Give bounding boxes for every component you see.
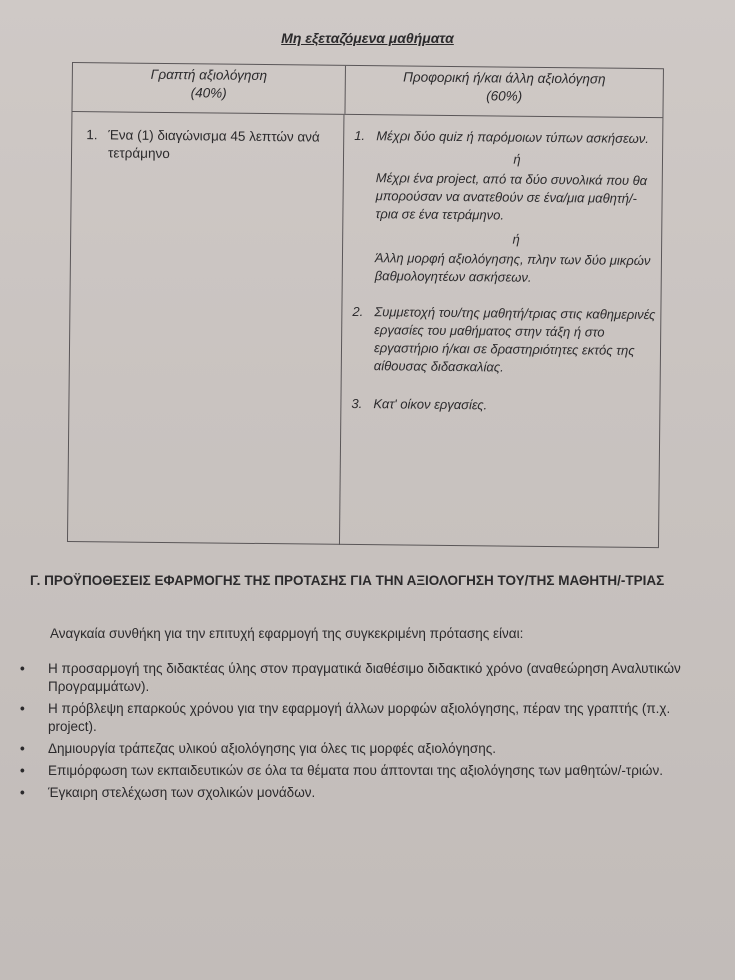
item-text: Μέχρι ένα project, από τα δύο συνολικά που θα μπορούσαν να ανατεθούν σε ένα/μια μαθητή/-τρια σε ένα τετράμηνο. [375,170,648,223]
list-item [353,225,658,290]
bullet-text: Η πρόβλεψη επαρκούς χρόνου για την εφαρμογή άλλων μορφών αξιολόγησης, πέραν της γραπτής (π.χ. project). [48,701,671,734]
requirements-list [20,660,720,806]
bullet-icon: • [20,701,25,716]
header-written-title: Γραπτή αξιολόγηση [150,66,268,84]
item-number: 2. [352,303,364,320]
list-item [20,700,720,736]
list-item [352,303,657,378]
or-separator: ή [512,231,520,247]
section-heading: Γ. ΠΡΟΫΠΟΘΕΣΕΙΣ ΕΦΑΡΜΟΓΗΣ ΤΗΣ ΠΡΟΤΑΣΗΣ ΓΙΑ ΤΗΝ ΑΞΙΟΛΟΓΗΣΗ ΤΟΥ/ΤΗΣ ΜΑΘΗΤΗ/-ΤΡΙΑΣ [30,573,665,588]
item-text: Ένα (1) διαγώνισμα 45 λεπτών ανά τετράμηνο [107,127,320,162]
item-text: Μέχρι δύο quiz ή παρόμοιων τύπων ασκήσεων. [376,128,650,147]
header-oral-percent: (60%) [486,88,523,104]
list-item [86,126,335,165]
item-text: Συμμετοχή του/της μαθητή/τριας στις καθημερινές εργασίες του μαθήματος στην τάξη ή στο εργαστήριο ή/και σε δραστηριότητες εκτός της αίθουσας διδασκαλίας. [373,304,656,375]
bullet-icon: • [20,661,25,676]
bullet-icon: • [20,741,25,756]
list-item [351,395,655,416]
list-item [20,762,720,780]
table-body [68,112,662,548]
page-title: Μη εξεταζόμενα μαθήματα [281,30,454,46]
bullet-text: Επιμόρφωση των εκπαιδευτικών σε όλα τα θέματα που άπτονται της αξιολόγησης των μαθητών/-τριών. [48,763,663,778]
header-oral-title: Προφορική ή/και άλλη αξιολόγηση [403,69,606,87]
bullet-text: Η προσαρμογή της διδακτέας ύλης στον πραγματικά διαθέσιμο διδακτικό χρόνο (αναθεώρηση Αναλυτικών Προγραμμάτων). [48,661,681,694]
item-number: 1. [86,127,98,143]
item-number: 1. [354,127,366,144]
list-item [20,784,720,802]
header-written [72,63,345,114]
item-number: 3. [351,395,363,412]
list-item [20,740,720,758]
item-text: Κατ' οίκον εργασίες. [373,396,488,413]
bullet-text: Έγκαιρη στελέχωση των σχολικών μονάδων. [48,785,316,800]
header-oral [345,66,662,117]
table-header [72,63,662,118]
list-item [20,660,720,696]
assessment-table [67,62,664,548]
bullet-icon: • [20,763,25,778]
bullet-icon: • [20,785,25,800]
list-item [353,145,658,228]
item-text: Άλλη μορφή αξιολόγησης, πλην των δύο μικρών βαθμολογητέων ασκήσεων. [374,250,651,285]
oral-column [340,115,662,548]
or-separator: ή [513,151,521,167]
written-column [68,112,344,545]
bullet-text: Δημιουργία τράπεζας υλικού αξιολόγησης για όλες τις μορφές αξιολόγησης. [48,741,496,756]
header-written-percent: (40%) [190,85,227,101]
section-intro: Αναγκαία συνθήκη για την επιτυχή εφαρμογή της συγκεκριμένη πρότασης είναι: [50,626,524,641]
